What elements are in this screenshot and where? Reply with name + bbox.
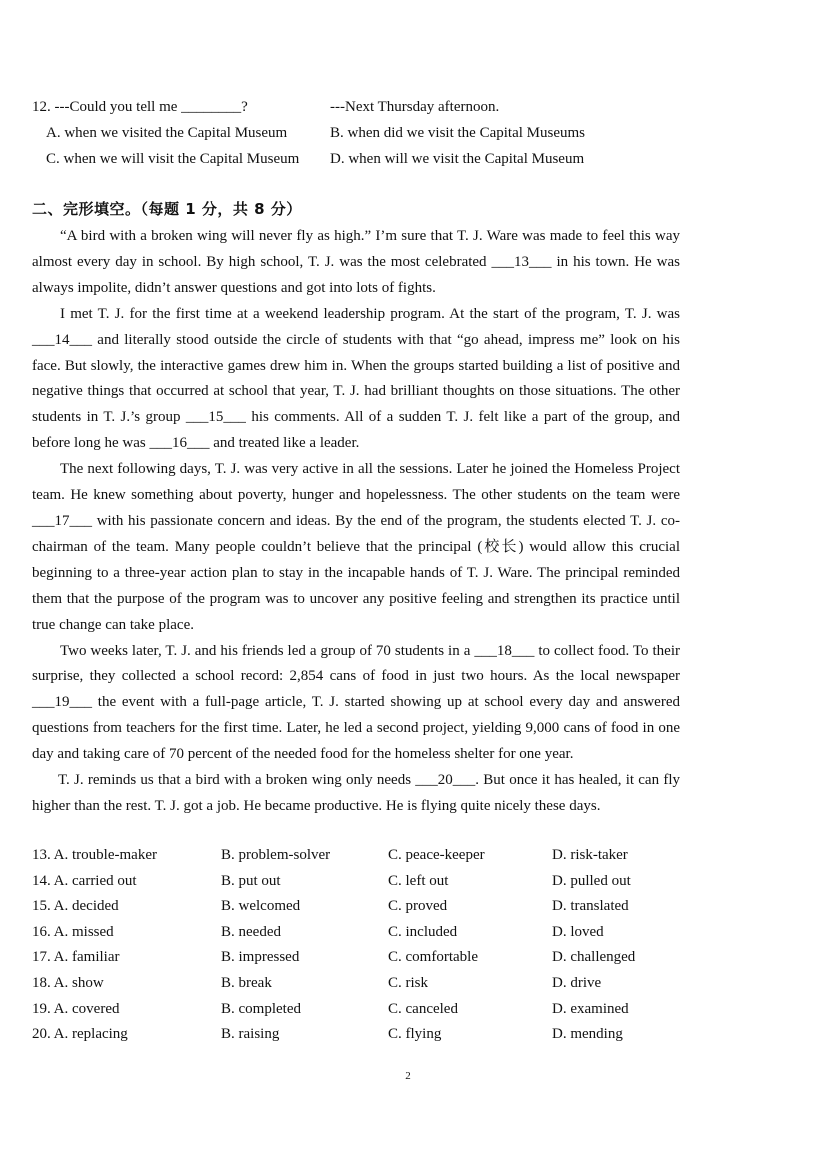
question-12-stem: 12. ---Could you tell me ________?: [32, 99, 248, 115]
option-16-d: D. loved: [552, 923, 604, 940]
option-18-d: D. drive: [552, 974, 602, 991]
option-15-d: D. translated: [552, 898, 629, 915]
option-15-a: 15. A. decided: [32, 898, 119, 915]
question-12-option-c: C. when we will visit the Capital Museum: [46, 151, 300, 167]
question-12-stem-row: [32, 94, 792, 120]
option-17-b: B. impressed: [221, 949, 300, 966]
option-row-13: [32, 843, 692, 869]
passage-paragraph-4: Two weeks later, T. J. and his friends led a group of 70 students in a ___18___ to collect food. To their surprise, they collected a school record: 2,854 cans of food in just two hours. As the local newspaper ___19___ the event with a full-page article, T. J. started showing up at school every day and answered questions from teachers for the first time. Later, he led a second project, yielding 9,000 cans of food in one day and taking care of 70 percent of the needed food for the homeless shelter for one year.: [32, 642, 680, 763]
passage-paragraph-5: T. J. reminds us that a bird with a broken wing only needs ___20___. But once it has healed, it can fly higher than the rest. T. J. got a job. He became productive. He is flying quite nicely these days.: [32, 772, 680, 814]
option-row-19: [32, 997, 692, 1023]
question-12-options-row-2: [32, 146, 792, 172]
option-14-a: 14. A. carried out: [32, 872, 137, 889]
option-14-c: C. left out: [388, 872, 449, 889]
option-row-20: [32, 1022, 692, 1048]
option-row-17: [32, 945, 692, 971]
option-18-b: B. break: [221, 974, 272, 991]
option-14-d: D. pulled out: [552, 872, 631, 889]
page-number: 2: [405, 1070, 411, 1082]
option-15-c: C. proved: [388, 898, 448, 915]
option-row-18: [32, 971, 692, 997]
option-20-c: C. flying: [388, 1026, 442, 1043]
question-12-option-d: D. when will we visit the Capital Museum: [330, 151, 585, 167]
option-15-b: B. welcomed: [221, 898, 301, 915]
option-13-a: 13. A. trouble-maker: [32, 847, 157, 863]
cloze-options: [32, 843, 692, 1048]
option-19-a: 19. A. covered: [32, 1000, 120, 1017]
option-20-d: D. mending: [552, 1026, 623, 1043]
option-row-15: [32, 894, 692, 920]
option-14-b: B. put out: [221, 872, 281, 889]
option-19-b: B. completed: [221, 1000, 301, 1017]
option-16-b: B. needed: [221, 923, 281, 940]
option-row-14: [32, 869, 692, 895]
option-17-c: C. comfortable: [388, 949, 478, 966]
option-20-b: B. raising: [221, 1026, 280, 1043]
section-title: 二、完形填空。（每题 1 分，共 8 分）: [32, 200, 302, 218]
option-19-c: C. canceled: [388, 1000, 458, 1017]
question-12-option-b: B. when did we visit the Capital Museums: [330, 125, 585, 141]
option-17-d: D. challenged: [552, 949, 636, 966]
option-18-c: C. risk: [388, 974, 429, 991]
question-12-option-a: A. when we visited the Capital Museum: [46, 125, 288, 141]
option-17-a: 17. A. familiar: [32, 949, 120, 966]
cloze-passage: [32, 224, 680, 820]
option-20-a: 20. A. replacing: [32, 1026, 128, 1043]
option-13-d: D. risk-taker: [552, 847, 628, 863]
option-19-d: D. examined: [552, 1000, 629, 1017]
option-13-c: C. peace-keeper: [388, 847, 485, 863]
option-13-b: B. problem-solver: [221, 847, 331, 863]
question-12-response: ---Next Thursday afternoon.: [330, 99, 500, 115]
option-16-c: C. included: [388, 923, 458, 940]
option-row-16: [32, 920, 692, 946]
option-18-a: 18. A. show: [32, 974, 104, 991]
option-16-a: 16. A. missed: [32, 923, 114, 940]
question-12-options-row-1: [32, 120, 792, 146]
passage-paragraph-1: “A bird with a broken wing will never fly as high.” I’m sure that T. J. Ware was made to feel this way almost every day in school. By high school, T. J. was the most celebrated ___13___ in his town. He was always impolite, didn’t answer questions and got into lots of fights.: [32, 228, 680, 296]
passage-paragraph-3: The next following days, T. J. was very active in all the sessions. Later he joined the Homeless Project team. He knew something about poverty, hunger and hopelessness. The other students on the team were ___17___ with his passionate concern and ideas. By the end of the program, the students elected T. J. co-chairman of the team. Many people couldn’t believe that the principal (校长) would allow this crucial beginning to a three-year action plan to stay in the incapable hands of T. J. Ware. The principal reminded them that the purpose of the program was to uncover any positive feeling and strengthen its practice until true change can take place.: [32, 461, 680, 633]
passage-paragraph-2: I met T. J. for the first time at a weekend leadership program. At the start of the program, T. J. was ___14___ and literally stood outside the circle of students with that “go ahead, impress me” look on his face. But slowly, the interactive games drew him in. When the groups started building a list of positive and negative things that occurred at school that year, T. J. had brilliant thoughts on those situations. The other students in T. J.’s group ___15___ his comments. All of a sudden T. J. felt like a part of the group, and before long he was ___16___ and treated like a leader.: [32, 305, 680, 452]
question-12: [32, 94, 792, 172]
